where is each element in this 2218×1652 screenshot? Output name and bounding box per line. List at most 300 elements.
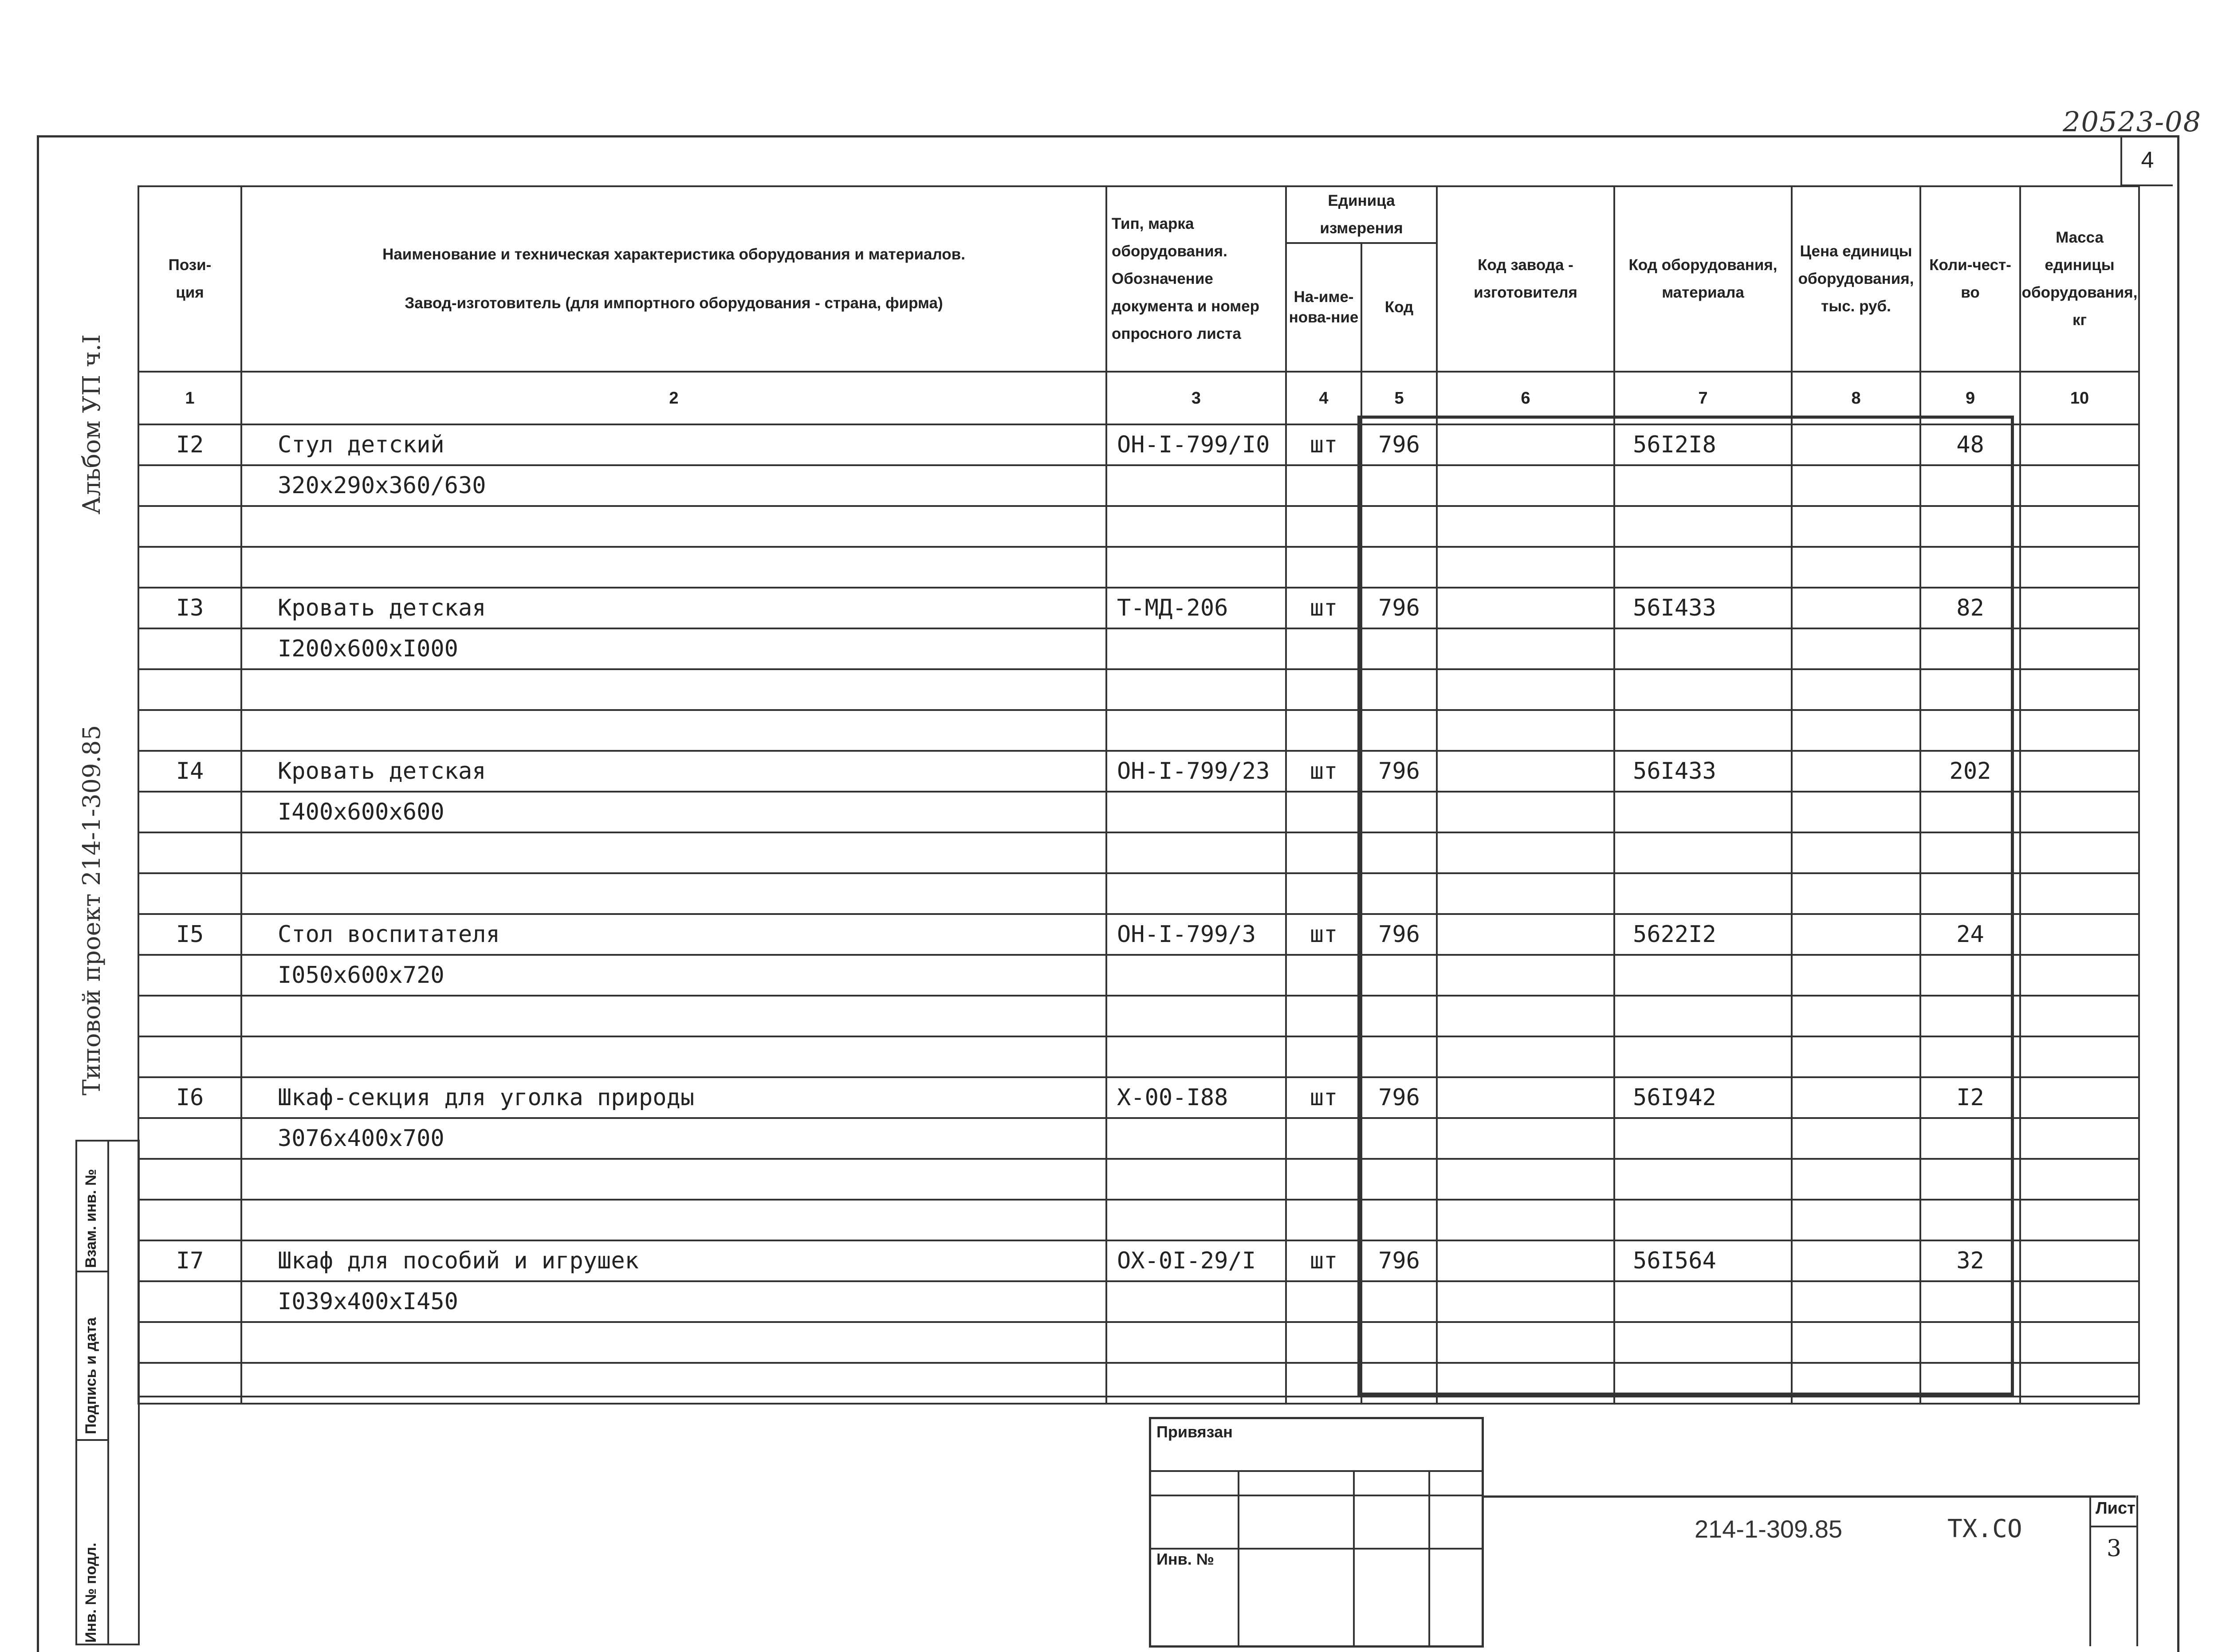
mass-cell xyxy=(2020,914,2139,955)
type-mark-cell: ОХ-0I-29/I xyxy=(1106,1240,1286,1281)
sheet-number: 3 xyxy=(2107,1535,2122,1562)
equipment-code-cell: 56I2I8 xyxy=(1614,424,1792,465)
unit-name-cell xyxy=(1286,465,1361,506)
mass-cell xyxy=(2020,506,2139,547)
project-label: Типовой проект 214-1-309.85 xyxy=(78,725,106,1095)
type-mark-cell: Т-МД-206 xyxy=(1106,588,1286,628)
mass-cell xyxy=(2020,1240,2139,1281)
header-quantity: Коли-чест-во xyxy=(1920,186,2020,372)
quantity-cell xyxy=(1920,1118,2020,1159)
table-row-continuation xyxy=(138,710,2139,751)
dimensions-cell: I050x600x720 xyxy=(241,955,1106,996)
col-number: 1 xyxy=(138,372,241,424)
maker-code-cell xyxy=(1437,1077,1614,1118)
name-cell xyxy=(241,547,1106,588)
header-name: Наименование и техническая характеристика оборудования и материалов. Завод-изготовитель (для импортного оборудования - страна, фирма) xyxy=(241,186,1106,372)
unit-code-cell xyxy=(1361,547,1437,588)
maker-code-cell xyxy=(1437,1281,1614,1322)
price-cell xyxy=(1792,424,1920,465)
unit-name-cell xyxy=(1286,1363,1361,1404)
type-mark-cell xyxy=(1106,873,1286,914)
dimensions-cell: 3076x400x700 xyxy=(241,1118,1106,1159)
equipment-code-cell xyxy=(1614,1363,1792,1404)
name-cell xyxy=(241,710,1106,751)
price-cell xyxy=(1792,710,1920,751)
name-cell: Кровать детская xyxy=(241,751,1106,792)
position-cell xyxy=(138,465,241,506)
approval-stamp-column xyxy=(75,1140,140,1645)
name-cell xyxy=(241,996,1106,1036)
position-cell xyxy=(138,996,241,1036)
unit-code-cell xyxy=(1361,1159,1437,1200)
equipment-code-cell xyxy=(1614,710,1792,751)
position-cell: I7 xyxy=(138,1240,241,1281)
equipment-code-cell xyxy=(1614,547,1792,588)
table-row xyxy=(138,1240,2139,1281)
price-cell xyxy=(1792,751,1920,792)
price-cell xyxy=(1792,1363,1920,1404)
price-cell xyxy=(1792,1281,1920,1322)
type-mark-cell xyxy=(1106,710,1286,751)
maker-code-cell xyxy=(1437,588,1614,628)
position-cell xyxy=(138,1322,241,1363)
name-cell: Стул детский xyxy=(241,424,1106,465)
position-cell xyxy=(138,873,241,914)
table-row-continuation xyxy=(138,873,2139,914)
unit-name-cell xyxy=(1286,792,1361,832)
position-cell xyxy=(138,669,241,710)
table-row-continuation xyxy=(138,465,2139,506)
maker-code-cell xyxy=(1437,628,1614,669)
name-cell xyxy=(241,1159,1106,1200)
position-cell xyxy=(138,710,241,751)
maker-code-cell xyxy=(1437,1118,1614,1159)
type-mark-cell xyxy=(1106,955,1286,996)
column-numbers-row xyxy=(138,372,2139,424)
type-mark-cell xyxy=(1106,1363,1286,1404)
maker-code-cell xyxy=(1437,792,1614,832)
mass-cell xyxy=(2020,628,2139,669)
quantity-cell xyxy=(1920,1200,2020,1240)
quantity-cell xyxy=(1920,792,2020,832)
name-cell xyxy=(241,506,1106,547)
position-cell xyxy=(138,1036,241,1077)
maker-code-cell xyxy=(1437,547,1614,588)
table-row-continuation xyxy=(138,669,2139,710)
equipment-code-cell xyxy=(1614,792,1792,832)
mass-cell xyxy=(2020,996,2139,1036)
equipment-code-cell xyxy=(1614,1159,1792,1200)
specification-table xyxy=(138,185,2140,1405)
mass-cell xyxy=(2020,1036,2139,1077)
equipment-code-cell xyxy=(1614,506,1792,547)
maker-code-cell xyxy=(1437,832,1614,873)
quantity-cell: 202 xyxy=(1920,751,2020,792)
header-unit-name: На-име-нова-ние xyxy=(1286,243,1361,372)
unit-name-cell: шт xyxy=(1286,914,1361,955)
album-label: Альбом УП ч.I xyxy=(78,334,106,514)
type-mark-cell xyxy=(1106,1118,1286,1159)
position-cell xyxy=(138,628,241,669)
table-row-continuation xyxy=(138,996,2139,1036)
mass-cell xyxy=(2020,588,2139,628)
unit-code-cell xyxy=(1361,506,1437,547)
table-row-continuation xyxy=(138,506,2139,547)
table-row-continuation xyxy=(138,1118,2139,1159)
unit-name-cell xyxy=(1286,832,1361,873)
mass-cell xyxy=(2020,1118,2139,1159)
table-row-continuation xyxy=(138,1159,2139,1200)
unit-name-cell xyxy=(1286,955,1361,996)
unit-name-cell xyxy=(1286,1118,1361,1159)
equipment-code-cell xyxy=(1614,1200,1792,1240)
top-sheet-number: 4 xyxy=(2120,135,2173,186)
quantity-cell xyxy=(1920,710,2020,751)
price-cell xyxy=(1792,547,1920,588)
sheet-label: Лист xyxy=(2096,1499,2135,1518)
unit-code-cell xyxy=(1361,1118,1437,1159)
equipment-code-cell: 56I433 xyxy=(1614,588,1792,628)
quantity-cell: 32 xyxy=(1920,1240,2020,1281)
header-unit-price: Цена единицы оборудования, тыс. руб. xyxy=(1792,186,1920,372)
table-row-continuation xyxy=(138,1322,2139,1363)
unit-code-cell xyxy=(1361,955,1437,996)
type-mark-cell xyxy=(1106,669,1286,710)
col-number: 4 xyxy=(1286,372,1361,424)
name-cell: Шкаф для пособий и игрушек xyxy=(241,1240,1106,1281)
quantity-cell xyxy=(1920,955,2020,996)
header-unit-group: Единица измерения xyxy=(1286,186,1437,243)
unit-name-cell: шт xyxy=(1286,751,1361,792)
price-cell xyxy=(1792,955,1920,996)
equipment-code-cell xyxy=(1614,1322,1792,1363)
unit-code-cell xyxy=(1361,1200,1437,1240)
unit-code-cell xyxy=(1361,669,1437,710)
unit-code-cell: 796 xyxy=(1361,751,1437,792)
equipment-code-cell: 56I564 xyxy=(1614,1240,1792,1281)
position-cell xyxy=(138,1281,241,1322)
position-cell xyxy=(138,955,241,996)
attached-label: Привязан xyxy=(1156,1423,1233,1441)
quantity-cell: 24 xyxy=(1920,914,2020,955)
maker-code-cell xyxy=(1437,424,1614,465)
unit-name-cell xyxy=(1286,1159,1361,1200)
header-unit-mass: Масса единицы оборудования, кг xyxy=(2020,186,2139,372)
unit-name-cell xyxy=(1286,628,1361,669)
unit-code-cell: 796 xyxy=(1361,1077,1437,1118)
maker-code-cell xyxy=(1437,914,1614,955)
unit-code-cell xyxy=(1361,710,1437,751)
table-row-continuation xyxy=(138,1200,2139,1240)
maker-code-cell xyxy=(1437,751,1614,792)
unit-name-cell xyxy=(1286,873,1361,914)
table-row-continuation xyxy=(138,1036,2139,1077)
unit-code-cell: 796 xyxy=(1361,1240,1437,1281)
mass-cell xyxy=(2020,1322,2139,1363)
maker-code-cell xyxy=(1437,1322,1614,1363)
table-row-continuation xyxy=(138,832,2139,873)
equipment-code-cell: 5622I2 xyxy=(1614,914,1792,955)
header-position: Пози- ция xyxy=(138,186,241,372)
price-cell xyxy=(1792,1200,1920,1240)
unit-name-cell xyxy=(1286,669,1361,710)
unit-name-cell: шт xyxy=(1286,1240,1361,1281)
name-cell xyxy=(241,1036,1106,1077)
maker-code-cell xyxy=(1437,1363,1614,1404)
maker-code-cell xyxy=(1437,465,1614,506)
col-number: 10 xyxy=(2020,372,2139,424)
table-body xyxy=(138,424,2139,1404)
quantity-cell: 48 xyxy=(1920,424,2020,465)
name-cell xyxy=(241,1200,1106,1240)
mass-cell xyxy=(2020,751,2139,792)
col-number: 9 xyxy=(1920,372,2020,424)
maker-code-cell xyxy=(1437,710,1614,751)
header-equipment-code: Код оборудования, материала xyxy=(1614,186,1792,372)
name-cell: Стол воспитателя xyxy=(241,914,1106,955)
type-mark-cell xyxy=(1106,792,1286,832)
table-row-continuation xyxy=(138,547,2139,588)
position-cell: I2 xyxy=(138,424,241,465)
type-mark-cell: ОН-I-799/23 xyxy=(1106,751,1286,792)
dimensions-cell: I200x600xI000 xyxy=(241,628,1106,669)
maker-code-cell xyxy=(1437,669,1614,710)
col-number: 7 xyxy=(1614,372,1792,424)
maker-code-cell xyxy=(1437,1240,1614,1281)
price-cell xyxy=(1792,996,1920,1036)
equipment-code-cell xyxy=(1614,628,1792,669)
quantity-cell xyxy=(1920,1159,2020,1200)
price-cell xyxy=(1792,628,1920,669)
unit-code-cell xyxy=(1361,465,1437,506)
header-maker-code: Код завода - изготовителя xyxy=(1437,186,1614,372)
unit-code-cell xyxy=(1361,1322,1437,1363)
equipment-code-cell xyxy=(1614,996,1792,1036)
name-cell xyxy=(241,1322,1106,1363)
quantity-cell xyxy=(1920,669,2020,710)
col-number: 3 xyxy=(1106,372,1286,424)
signature-date-label: Подпись и дата xyxy=(83,1317,99,1434)
equipment-code-cell: 56I942 xyxy=(1614,1077,1792,1118)
mass-cell xyxy=(2020,792,2139,832)
mass-cell xyxy=(2020,547,2139,588)
type-mark-cell xyxy=(1106,506,1286,547)
price-cell xyxy=(1792,669,1920,710)
col-number: 6 xyxy=(1437,372,1614,424)
type-mark-cell xyxy=(1106,1036,1286,1077)
equipment-code-cell: 56I433 xyxy=(1614,751,1792,792)
price-cell xyxy=(1792,1240,1920,1281)
position-cell xyxy=(138,1118,241,1159)
dimensions-cell: I400x600x600 xyxy=(241,792,1106,832)
price-cell xyxy=(1792,1118,1920,1159)
mass-cell xyxy=(2020,832,2139,873)
price-cell xyxy=(1792,1159,1920,1200)
quantity-cell xyxy=(1920,1281,2020,1322)
mass-cell xyxy=(2020,465,2139,506)
table-row xyxy=(138,1077,2139,1118)
quantity-cell xyxy=(1920,547,2020,588)
price-cell xyxy=(1792,506,1920,547)
unit-name-cell: шт xyxy=(1286,424,1361,465)
mass-cell xyxy=(2020,955,2139,996)
price-cell xyxy=(1792,465,1920,506)
unit-name-cell xyxy=(1286,710,1361,751)
name-cell xyxy=(241,669,1106,710)
dimensions-cell: I039x400xI450 xyxy=(241,1281,1106,1322)
maker-code-cell xyxy=(1437,955,1614,996)
unit-code-cell: 796 xyxy=(1361,588,1437,628)
mass-cell xyxy=(2020,1159,2139,1200)
sheet-box xyxy=(2089,1495,2138,1646)
name-cell: Кровать детская xyxy=(241,588,1106,628)
equipment-code-cell xyxy=(1614,955,1792,996)
equipment-code-cell xyxy=(1614,669,1792,710)
equipment-code-cell xyxy=(1614,1118,1792,1159)
table-row xyxy=(138,914,2139,955)
quantity-cell xyxy=(1920,832,2020,873)
quantity-cell xyxy=(1920,873,2020,914)
position-cell xyxy=(138,547,241,588)
price-cell xyxy=(1792,1077,1920,1118)
position-cell: I6 xyxy=(138,1077,241,1118)
maker-code-cell xyxy=(1437,996,1614,1036)
type-mark-cell xyxy=(1106,832,1286,873)
maker-code-cell xyxy=(1437,1200,1614,1240)
header-unit-code: Код xyxy=(1361,243,1437,372)
position-cell: I5 xyxy=(138,914,241,955)
mass-cell xyxy=(2020,873,2139,914)
sheet-code: ТХ.СО xyxy=(1947,1515,2022,1543)
unit-code-cell: 796 xyxy=(1361,424,1437,465)
unit-name-cell xyxy=(1286,506,1361,547)
mass-cell xyxy=(2020,710,2139,751)
table-row-continuation xyxy=(138,1363,2139,1404)
quantity-cell xyxy=(1920,1363,2020,1404)
maker-code-cell xyxy=(1437,1036,1614,1077)
type-mark-cell xyxy=(1106,1281,1286,1322)
quantity-cell xyxy=(1920,996,2020,1036)
equipment-code-cell xyxy=(1614,873,1792,914)
quantity-cell: 82 xyxy=(1920,588,2020,628)
position-cell xyxy=(138,1200,241,1240)
price-cell xyxy=(1792,914,1920,955)
type-mark-cell: ОН-I-799/3 xyxy=(1106,914,1286,955)
unit-name-cell: шт xyxy=(1286,1077,1361,1118)
type-mark-cell: Х-00-I88 xyxy=(1106,1077,1286,1118)
type-mark-cell xyxy=(1106,996,1286,1036)
quantity-cell xyxy=(1920,1036,2020,1077)
table-row-continuation xyxy=(138,955,2139,996)
table-row xyxy=(138,424,2139,465)
title-block-line xyxy=(1484,1495,2136,1498)
position-cell xyxy=(138,1159,241,1200)
quantity-cell xyxy=(1920,628,2020,669)
binding-stamp xyxy=(1149,1417,1484,1648)
price-cell xyxy=(1792,588,1920,628)
price-cell xyxy=(1792,792,1920,832)
equipment-code-cell xyxy=(1614,1281,1792,1322)
col-number: 5 xyxy=(1361,372,1437,424)
quantity-cell: I2 xyxy=(1920,1077,2020,1118)
unit-name-cell xyxy=(1286,1322,1361,1363)
quantity-cell xyxy=(1920,506,2020,547)
equipment-code-cell xyxy=(1614,465,1792,506)
mass-cell xyxy=(2020,1077,2139,1118)
unit-code-cell xyxy=(1361,628,1437,669)
maker-code-cell xyxy=(1437,873,1614,914)
type-mark-cell xyxy=(1106,465,1286,506)
inventory-number-label: Инв. № xyxy=(1156,1550,1214,1568)
unit-name-cell xyxy=(1286,1200,1361,1240)
replace-inv-label: Взам. инв. № xyxy=(83,1169,99,1268)
mass-cell xyxy=(2020,1281,2139,1322)
name-cell: Шкаф-секция для уголка природы xyxy=(241,1077,1106,1118)
unit-code-cell xyxy=(1361,832,1437,873)
project-code: 214-1-309.85 xyxy=(1695,1515,1843,1543)
unit-name-cell xyxy=(1286,547,1361,588)
unit-name-cell xyxy=(1286,1281,1361,1322)
type-mark-cell xyxy=(1106,1322,1286,1363)
name-cell xyxy=(241,832,1106,873)
unit-code-cell xyxy=(1361,1363,1437,1404)
unit-code-cell xyxy=(1361,873,1437,914)
name-cell xyxy=(241,1363,1106,1404)
document-number: 20523-08 xyxy=(2063,106,2202,138)
table-row xyxy=(138,751,2139,792)
position-cell xyxy=(138,1363,241,1404)
name-cell xyxy=(241,873,1106,914)
header-type-mark: Тип, марка оборудования. Обозначение документа и номер опросного листа xyxy=(1106,186,1286,372)
price-cell xyxy=(1792,873,1920,914)
maker-code-cell xyxy=(1437,1159,1614,1200)
equipment-code-cell xyxy=(1614,832,1792,873)
mass-cell xyxy=(2020,424,2139,465)
price-cell xyxy=(1792,832,1920,873)
unit-code-cell: 796 xyxy=(1361,914,1437,955)
table-row-continuation xyxy=(138,628,2139,669)
type-mark-cell xyxy=(1106,547,1286,588)
table-row-continuation xyxy=(138,1281,2139,1322)
position-cell: I3 xyxy=(138,588,241,628)
table-bottom-line xyxy=(139,1396,2139,1397)
equipment-code-cell xyxy=(1614,1036,1792,1077)
position-cell xyxy=(138,506,241,547)
maker-code-cell xyxy=(1437,506,1614,547)
mass-cell xyxy=(2020,1363,2139,1404)
type-mark-cell xyxy=(1106,628,1286,669)
col-number: 2 xyxy=(241,372,1106,424)
quantity-cell xyxy=(1920,465,2020,506)
price-cell xyxy=(1792,1322,1920,1363)
unit-code-cell xyxy=(1361,1281,1437,1322)
unit-name-cell xyxy=(1286,996,1361,1036)
table-row-continuation xyxy=(138,792,2139,832)
quantity-cell xyxy=(1920,1322,2020,1363)
type-mark-cell xyxy=(1106,1159,1286,1200)
type-mark-cell: ОН-I-799/I0 xyxy=(1106,424,1286,465)
position-cell: I4 xyxy=(138,751,241,792)
inv-no-original-label: Инв. № подл. xyxy=(83,1542,99,1643)
mass-cell xyxy=(2020,1200,2139,1240)
unit-code-cell xyxy=(1361,1036,1437,1077)
table-row xyxy=(138,588,2139,628)
unit-name-cell: шт xyxy=(1286,588,1361,628)
mass-cell xyxy=(2020,669,2139,710)
unit-name-cell xyxy=(1286,1036,1361,1077)
price-cell xyxy=(1792,1036,1920,1077)
position-cell xyxy=(138,832,241,873)
